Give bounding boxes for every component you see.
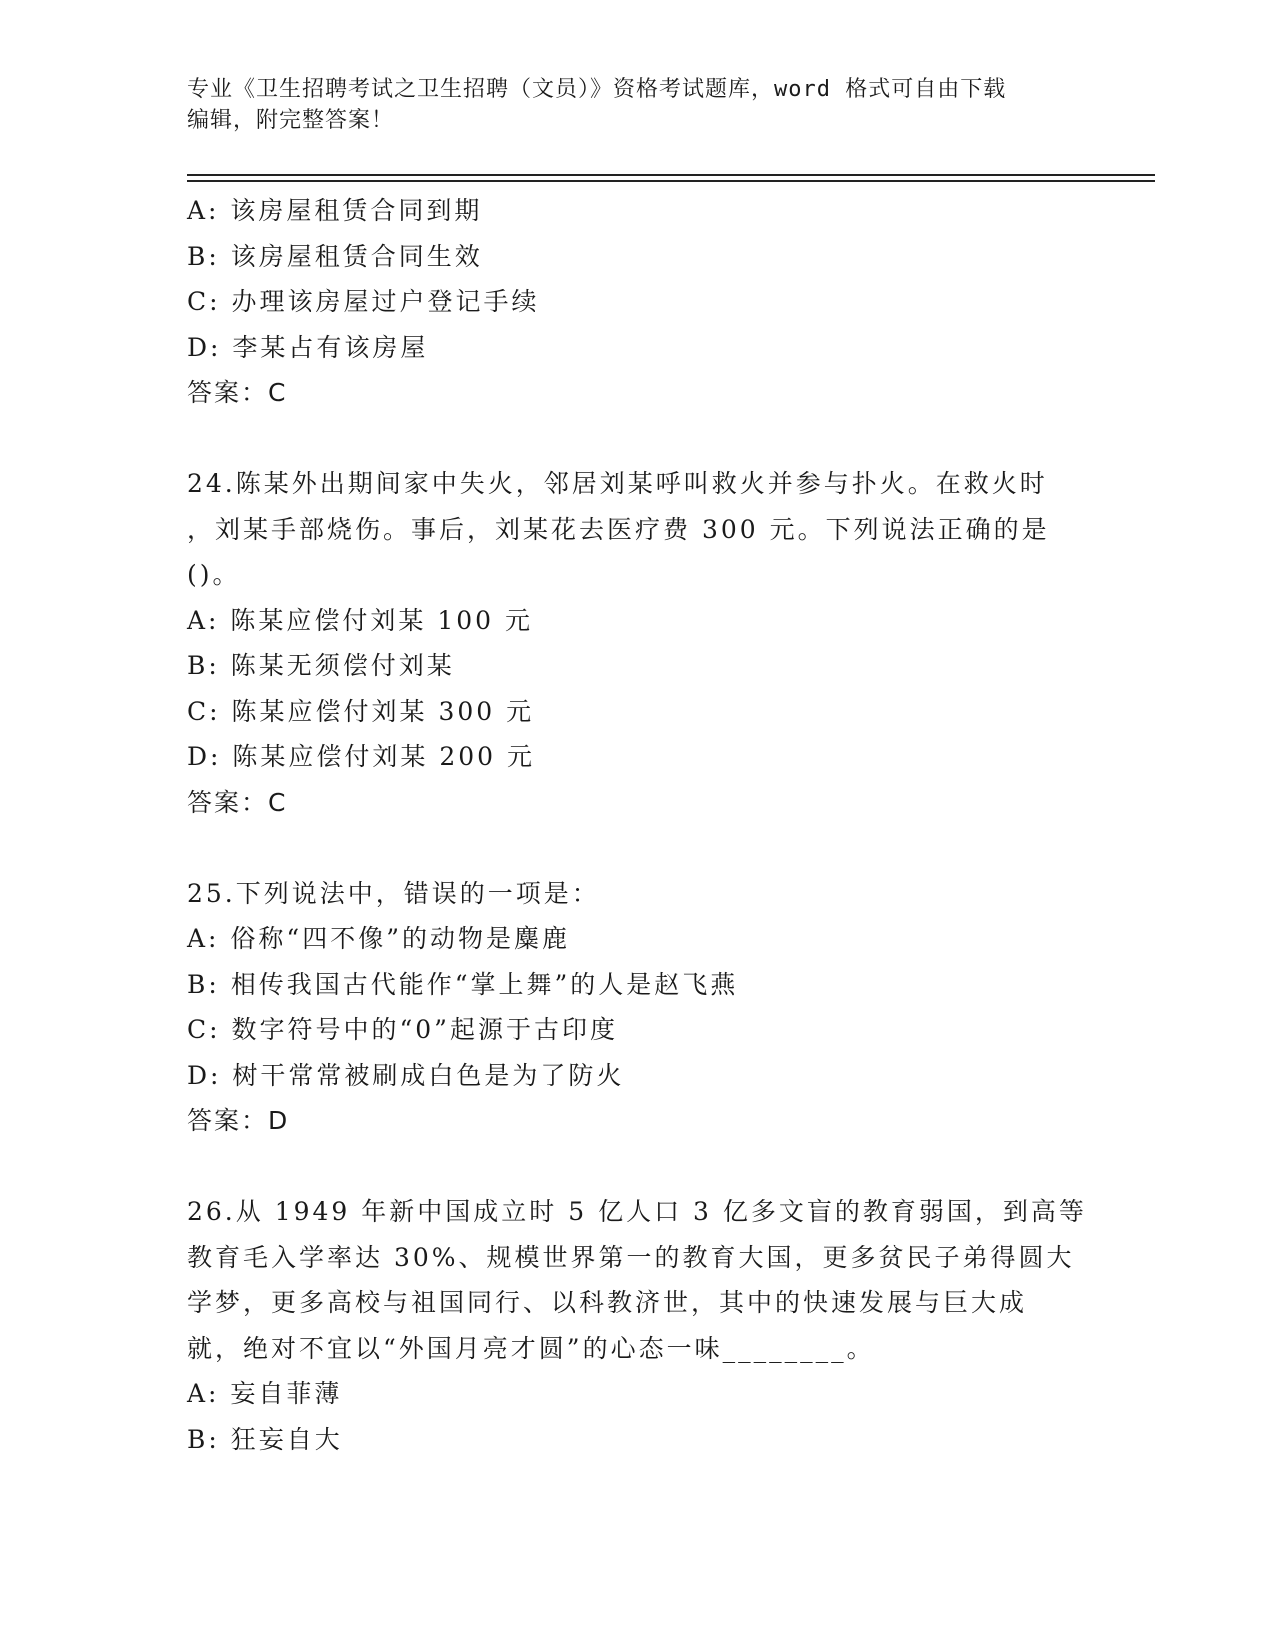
answer-line: 答案：C [187,378,288,407]
spacer [187,1144,1087,1190]
document-header [187,74,1087,136]
option-a: A: 妄自菲薄 [187,1379,343,1408]
question-24 [187,461,1087,825]
question-stem-line: ，刘某手部烧伤。事后，刘某花去医疗费 300 元。下列说法正确的是 [187,514,1050,544]
question-stem-line: 26.从 1949 年新中国成立时 5 亿人口 3 亿多文盲的教育弱国，到高等 [187,1197,1087,1226]
option-a: A: 陈某应偿付刘某 100 元 [187,605,534,635]
question-26 [187,1189,1087,1462]
question-23 [187,188,1087,416]
option-c: C: 数字符号中的“0”起源于古印度 [187,1015,618,1044]
spacer [187,825,1087,871]
header-divider-top [187,174,1155,176]
question-stem-line: 教育毛入学率达 30%、规模世界第一的教育大国，更多贫民子弟得圆大 [187,1242,1075,1272]
option-a: A: 俗称“四不像”的动物是麋鹿 [187,924,570,953]
option-b: B: 陈某无须偿付刘某 [187,651,455,680]
question-stem-line: 25.下列说法中，错误的一项是： [187,878,600,908]
option-d: D: 李某占有该房屋 [187,332,429,362]
header-line-1: 专业《卫生招聘考试之卫生招聘（文员）》资格考试题库，word 格式可自由下载 [187,77,1007,102]
question-stem-line: ()。 [187,560,241,589]
option-b: B: 狂妄自大 [187,1424,343,1454]
option-c: C: 办理该房屋过户登记手续 [187,287,540,316]
header-divider-bottom [187,180,1155,182]
question-stem-line: 就，绝对不宜以“外国月亮才圆”的心态一味________。 [187,1333,875,1363]
option-d: D: 陈某应偿付刘某 200 元 [187,742,536,771]
question-stem-line: 24.陈某外出期间家中失火，邻居刘某呼叫救火并参与扑火。在救火时 [187,469,1048,498]
question-25 [187,871,1087,1144]
option-b: B: 相传我国古代能作“掌上舞”的人是赵飞燕 [187,969,739,999]
option-b: B: 该房屋租赁合同生效 [187,241,483,271]
question-stem-line: 学梦，更多高校与祖国同行、以科教济世，其中的快速发展与巨大成 [187,1288,1028,1317]
answer-line: 答案：D [187,1106,290,1135]
spacer [187,416,1087,462]
question-content [187,188,1087,1462]
option-d: D: 树干常常被刷成白色是为了防火 [187,1060,625,1090]
option-a: A: 该房屋租赁合同到期 [187,196,483,225]
answer-line: 答案：C [187,787,288,817]
option-c: C: 陈某应偿付刘某 300 元 [187,696,535,726]
header-line-2: 编辑，附完整答案！ [187,108,395,133]
